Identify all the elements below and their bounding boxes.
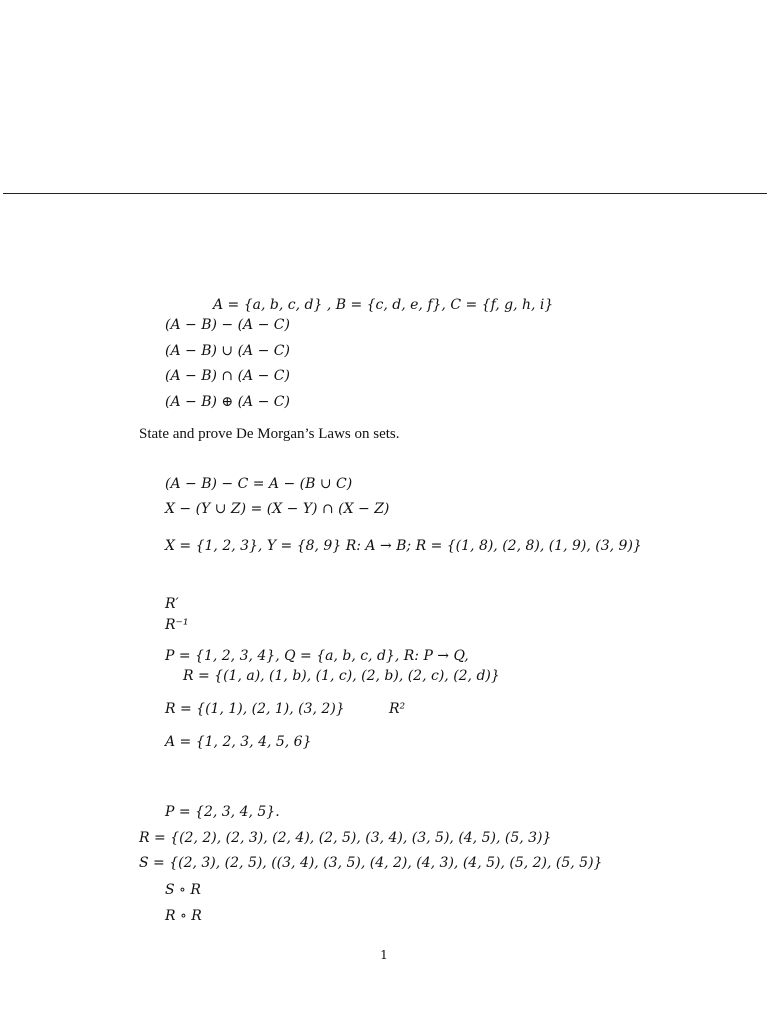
relation-square-r: R = {(1, 1), (2, 1), (3, 2)} <box>165 701 345 717</box>
composition-s-r: S ∘ R <box>165 882 201 898</box>
relation-complement: R′ <box>165 596 179 612</box>
relation-xy: X = {1, 2, 3}, Y = {8, 9} R: A → B; R = {(1, 8), (2, 8), (1, 9), (3, 9)} <box>165 538 642 554</box>
identity-2: X − (Y ∪ Z) = (X − Y) ∩ (X − Z) <box>165 501 390 517</box>
relation-square-label: R² <box>389 701 406 717</box>
relation-pq-r: R = {(1, a), (1, b), (1, c), (2, b), (2, c), (2, d)} <box>183 668 500 684</box>
set-a-numbers: A = {1, 2, 3, 4, 5, 6} <box>165 734 312 750</box>
set-expression-union: (A − B) ∪ (A − C) <box>165 343 290 359</box>
set-expression-difference: (A − B) − (A − C) <box>165 317 290 333</box>
relation-inverse: R⁻¹ <box>165 617 189 633</box>
page-number: 1 <box>380 948 388 962</box>
relation-s-long: S = {(2, 3), (2, 5), ((3, 4), (3, 5), (4, 2), (4, 3), (4, 5), (5, 2), (5, 5)} <box>139 855 603 871</box>
composition-r-r: R ∘ R <box>165 908 202 924</box>
set-expression-intersection: (A − B) ∩ (A − C) <box>165 368 290 384</box>
de-morgan-question: State and prove De Morgan’s Laws on sets. <box>139 426 400 442</box>
relation-pq-sets: P = {1, 2, 3, 4}, Q = {a, b, c, d}, R: P → Q, <box>165 648 469 664</box>
header-rule <box>3 193 767 194</box>
identity-1: (A − B) − C = A − (B ∪ C) <box>165 476 353 492</box>
set-definitions: A = {a, b, c, d} , B = {c, d, e, f}, C = {f, g, h, i} <box>213 297 554 313</box>
set-expression-symmetric-difference: (A − B) ⊕ (A − C) <box>165 394 290 410</box>
set-p: P = {2, 3, 4, 5}. <box>165 804 280 820</box>
relation-r-long: R = {(2, 2), (2, 3), (2, 4), (2, 5), (3, 4), (3, 5), (4, 5), (5, 3)} <box>139 830 552 846</box>
